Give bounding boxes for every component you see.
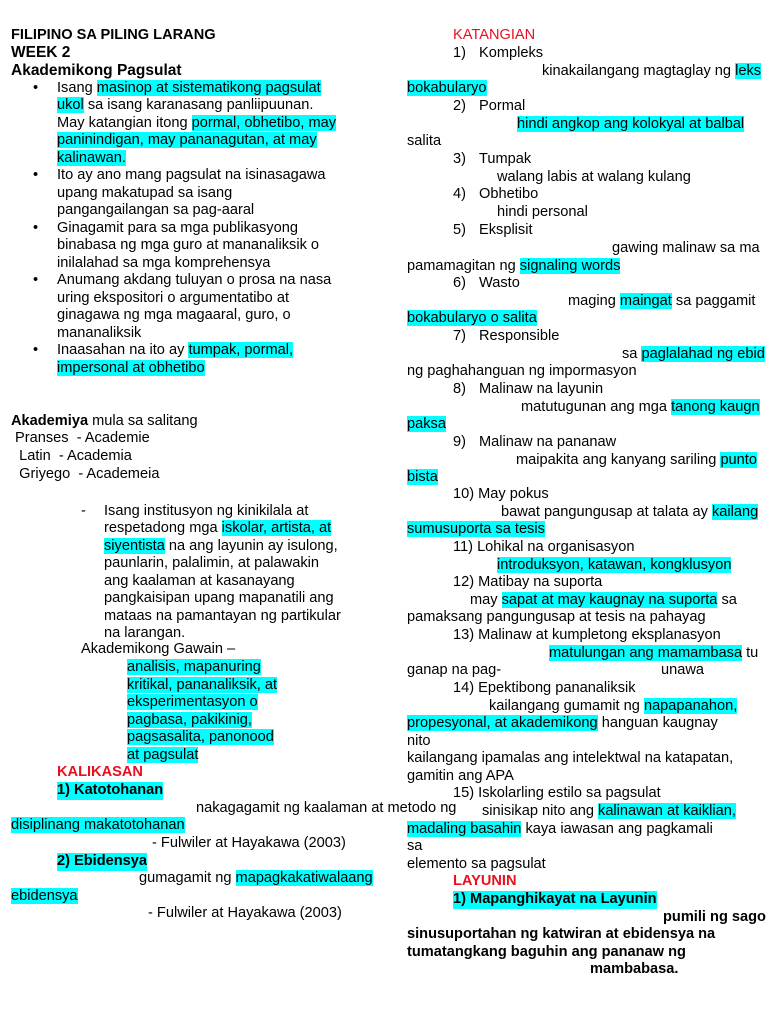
- item-text: sumusuporta sa tesis: [407, 521, 545, 537]
- item-number: 8): [453, 381, 466, 397]
- origin-greek: Griyego - Academeia: [11, 466, 160, 482]
- ebidensya-label: 2) Ebidensya: [57, 853, 148, 869]
- katotohanan-highlight: disiplinang makatotohanan: [11, 817, 185, 833]
- item-text: pamaksang pangungusap at tesis na pahayag: [407, 609, 706, 625]
- item-title: Responsible: [479, 328, 560, 344]
- layunin-text: sinusuportahan ng katwiran at ebidensya na: [407, 926, 716, 942]
- item-text: maipakita ang kanyang sariling punto: [516, 452, 757, 468]
- bullet-line: binabasa ng mga guro at mananaliksik o: [57, 237, 320, 253]
- item-title: Kompleks: [479, 45, 544, 61]
- layunin-heading: LAYUNIN: [453, 873, 517, 889]
- item-text: bista: [407, 469, 438, 485]
- item-number: 2): [453, 98, 466, 114]
- inst-line: paunlarin, palalimin, at palawakin: [104, 555, 319, 571]
- item-title: Pormal: [479, 98, 526, 114]
- item-text: salita: [407, 133, 442, 149]
- katotohanan-text: nakagagamit ng kaalaman at metodo ng: [196, 800, 457, 816]
- inst-line: respetadong mga iskolar, artista, at: [104, 520, 332, 536]
- bullet-line: May katangian itong pormal, obhetibo, may: [57, 115, 337, 131]
- bullet-line: upang makatupad sa isang: [57, 185, 233, 201]
- layunin-text: tumatangkang baguhin ang pananaw ng: [407, 944, 686, 960]
- bullet-item: • Inaasahan na ito ay tumpak, pormal,: [57, 342, 293, 360]
- item-text: may sapat at may kaugnay na suporta sa: [470, 592, 737, 608]
- item-text: sa: [407, 838, 423, 854]
- item-text: sa paglalahad ng ebid: [622, 346, 765, 362]
- item-text: hindi angkop ang kolokyal at balbal: [517, 116, 745, 132]
- item-text: madaling basahin kaya iawasan ang pagkamali: [407, 821, 713, 837]
- item-number: 5): [453, 222, 466, 238]
- gawain-line: kritikal, pananaliksik, at: [127, 677, 278, 693]
- layunin-1-label: 1) Mapanghikayat na Layunin: [453, 891, 657, 907]
- inst-line: Isang institusyon ng kinikilala at: [104, 503, 309, 519]
- ebidensya-text: gumagamit ng mapagkakatiwalaang: [139, 870, 373, 886]
- inst-line: ang kaalaman at kasanayang: [104, 573, 295, 589]
- item-text: maging maingat sa paggamit: [568, 293, 756, 309]
- item-text: nito: [407, 733, 431, 749]
- item-text: ng paghahanguan ng impormasyon: [407, 363, 637, 379]
- item-text: gamitin ang APA: [407, 768, 514, 784]
- item-number: 4): [453, 186, 466, 202]
- citation: - Fulwiler at Hayakawa (2003): [148, 905, 342, 921]
- item-text: paksa: [407, 416, 446, 432]
- gawain-line: analisis, mapanuring: [127, 659, 261, 675]
- item-text: introduksyon, katawan, kongklusyon: [497, 557, 732, 573]
- bullet-item: • Ito ay ano mang pagsulat na isinasagawa: [57, 167, 326, 185]
- gawain-line: pagsasalita, panonood: [127, 729, 274, 745]
- bullet-line: uring ekspositori o argumentatibo at: [57, 290, 290, 306]
- course-title: FILIPINO SA PILING LARANG: [11, 27, 216, 43]
- item-text: kailangang gumamit ng napapanahon,: [489, 698, 738, 714]
- item-title: Tumpak: [479, 151, 532, 167]
- week-label: WEEK 2: [11, 44, 71, 61]
- item-number: 3): [453, 151, 466, 167]
- item-text: bokabularyo: [407, 80, 487, 96]
- akademiya-line: Akademiya mula sa salitang: [11, 413, 198, 429]
- bullet-line: mananaliksik: [57, 325, 142, 341]
- item-text: propesyonal, at akademikong hanguan kaugnay: [407, 715, 718, 731]
- item-number: 9): [453, 434, 466, 450]
- topic-heading: Akademikong Pagsulat: [11, 62, 182, 79]
- bullet-line: paninindigan, may pananagutan, at may: [57, 132, 317, 148]
- item-title: Malinaw na layunin: [479, 381, 604, 397]
- item-text: matutugunan ang mga tanong kaugn: [521, 399, 760, 415]
- bullet-line: impersonal at obhetibo: [57, 360, 205, 376]
- bullet-item: • Ginagamit para sa mga publikasyong: [57, 220, 298, 238]
- bullet-item: • Anumang akdang tuluyan o prosa na nasa: [57, 272, 331, 290]
- item-text: bokabularyo o salita: [407, 310, 537, 326]
- bullet-line: kalinawan.: [57, 150, 126, 166]
- item-text: kailangang ipamalas ang intelektwal na katapatan,: [407, 750, 734, 766]
- item-title: 10) May pokus: [453, 486, 549, 502]
- layunin-text: pumili ng sago: [663, 909, 766, 925]
- katotohanan-label: 1) Katotohanan: [57, 782, 164, 798]
- item-title: 13) Malinaw at kumpletong eksplanasyon: [453, 627, 721, 643]
- item-title: 14) Epektibong pananaliksik: [453, 680, 636, 696]
- item-text: walang labis at walang kulang: [497, 169, 691, 185]
- item-text: sinisikap nito ang kalinawan at kaiklian,: [482, 803, 736, 819]
- origin-latin: Latin - Academia: [11, 448, 132, 464]
- item-text: kinakailangang magtaglay ng leks: [542, 63, 762, 79]
- item-title: 12) Matibay na suporta: [453, 574, 603, 590]
- inst-line: siyentista na ang layunin ay isulong,: [104, 538, 338, 554]
- kalikasan-heading: KALIKASAN: [57, 764, 143, 780]
- item-number: 6): [453, 275, 466, 291]
- gawain-label: Akademikong Gawain –: [81, 641, 236, 657]
- item-number: 7): [453, 328, 466, 344]
- item-title: 15) Iskolarling estilo sa pagsulat: [453, 785, 661, 801]
- bullet-line: inilalahad sa mga komprehensya: [57, 255, 271, 271]
- item-number: 1): [453, 45, 466, 61]
- item-title: Obhetibo: [479, 186, 539, 202]
- ebidensya-highlight: ebidensya: [11, 888, 78, 904]
- item-text: unawa: [661, 662, 705, 678]
- inst-line: na larangan.: [104, 625, 186, 641]
- item-text: gawing malinaw sa ma: [612, 240, 760, 256]
- inst-line: pangkaisipan upang mapanatili ang: [104, 590, 334, 606]
- gawain-line: at pagsulat: [127, 747, 199, 763]
- item-text: pamamagitan ng signaling words: [407, 258, 621, 274]
- citation: - Fulwiler at Hayakawa (2003): [152, 835, 346, 851]
- item-text: ganap na pag-: [407, 662, 502, 678]
- gawain-line: eksperimentasyon o: [127, 694, 258, 710]
- bullet-line: pangangailangan sa pag-aaral: [57, 202, 255, 218]
- item-text: hindi personal: [497, 204, 588, 220]
- item-title: 11) Lohikal na organisasyon: [453, 539, 635, 555]
- gawain-line: pagbasa, pakikinig,: [127, 712, 252, 728]
- item-title: Wasto: [479, 275, 520, 291]
- origin-french: Pranses - Academie: [11, 430, 150, 446]
- item-text: elemento sa pagsulat: [407, 856, 546, 872]
- katangian-heading: KATANGIAN: [453, 27, 536, 43]
- item-title: Malinaw na pananaw: [479, 434, 617, 450]
- layunin-text: mambabasa.: [590, 961, 679, 977]
- item-title: Eksplisit: [479, 222, 533, 238]
- inst-line: mataas na pamantayan ng partikular: [104, 608, 341, 624]
- item-text: matulungan ang mamambasa tu: [549, 645, 759, 661]
- item-text: bawat pangungusap at talata ay kailang: [501, 504, 759, 520]
- bullet-item: • Isang masinop at sistematikong pagsulat: [57, 80, 321, 98]
- bullet-line: ginagawa ng mga magaaral, guro, o: [57, 307, 291, 323]
- bullet-line: ukol sa isang karanasang panliipuunan.: [57, 97, 314, 113]
- dash-marker: -: [81, 503, 86, 519]
